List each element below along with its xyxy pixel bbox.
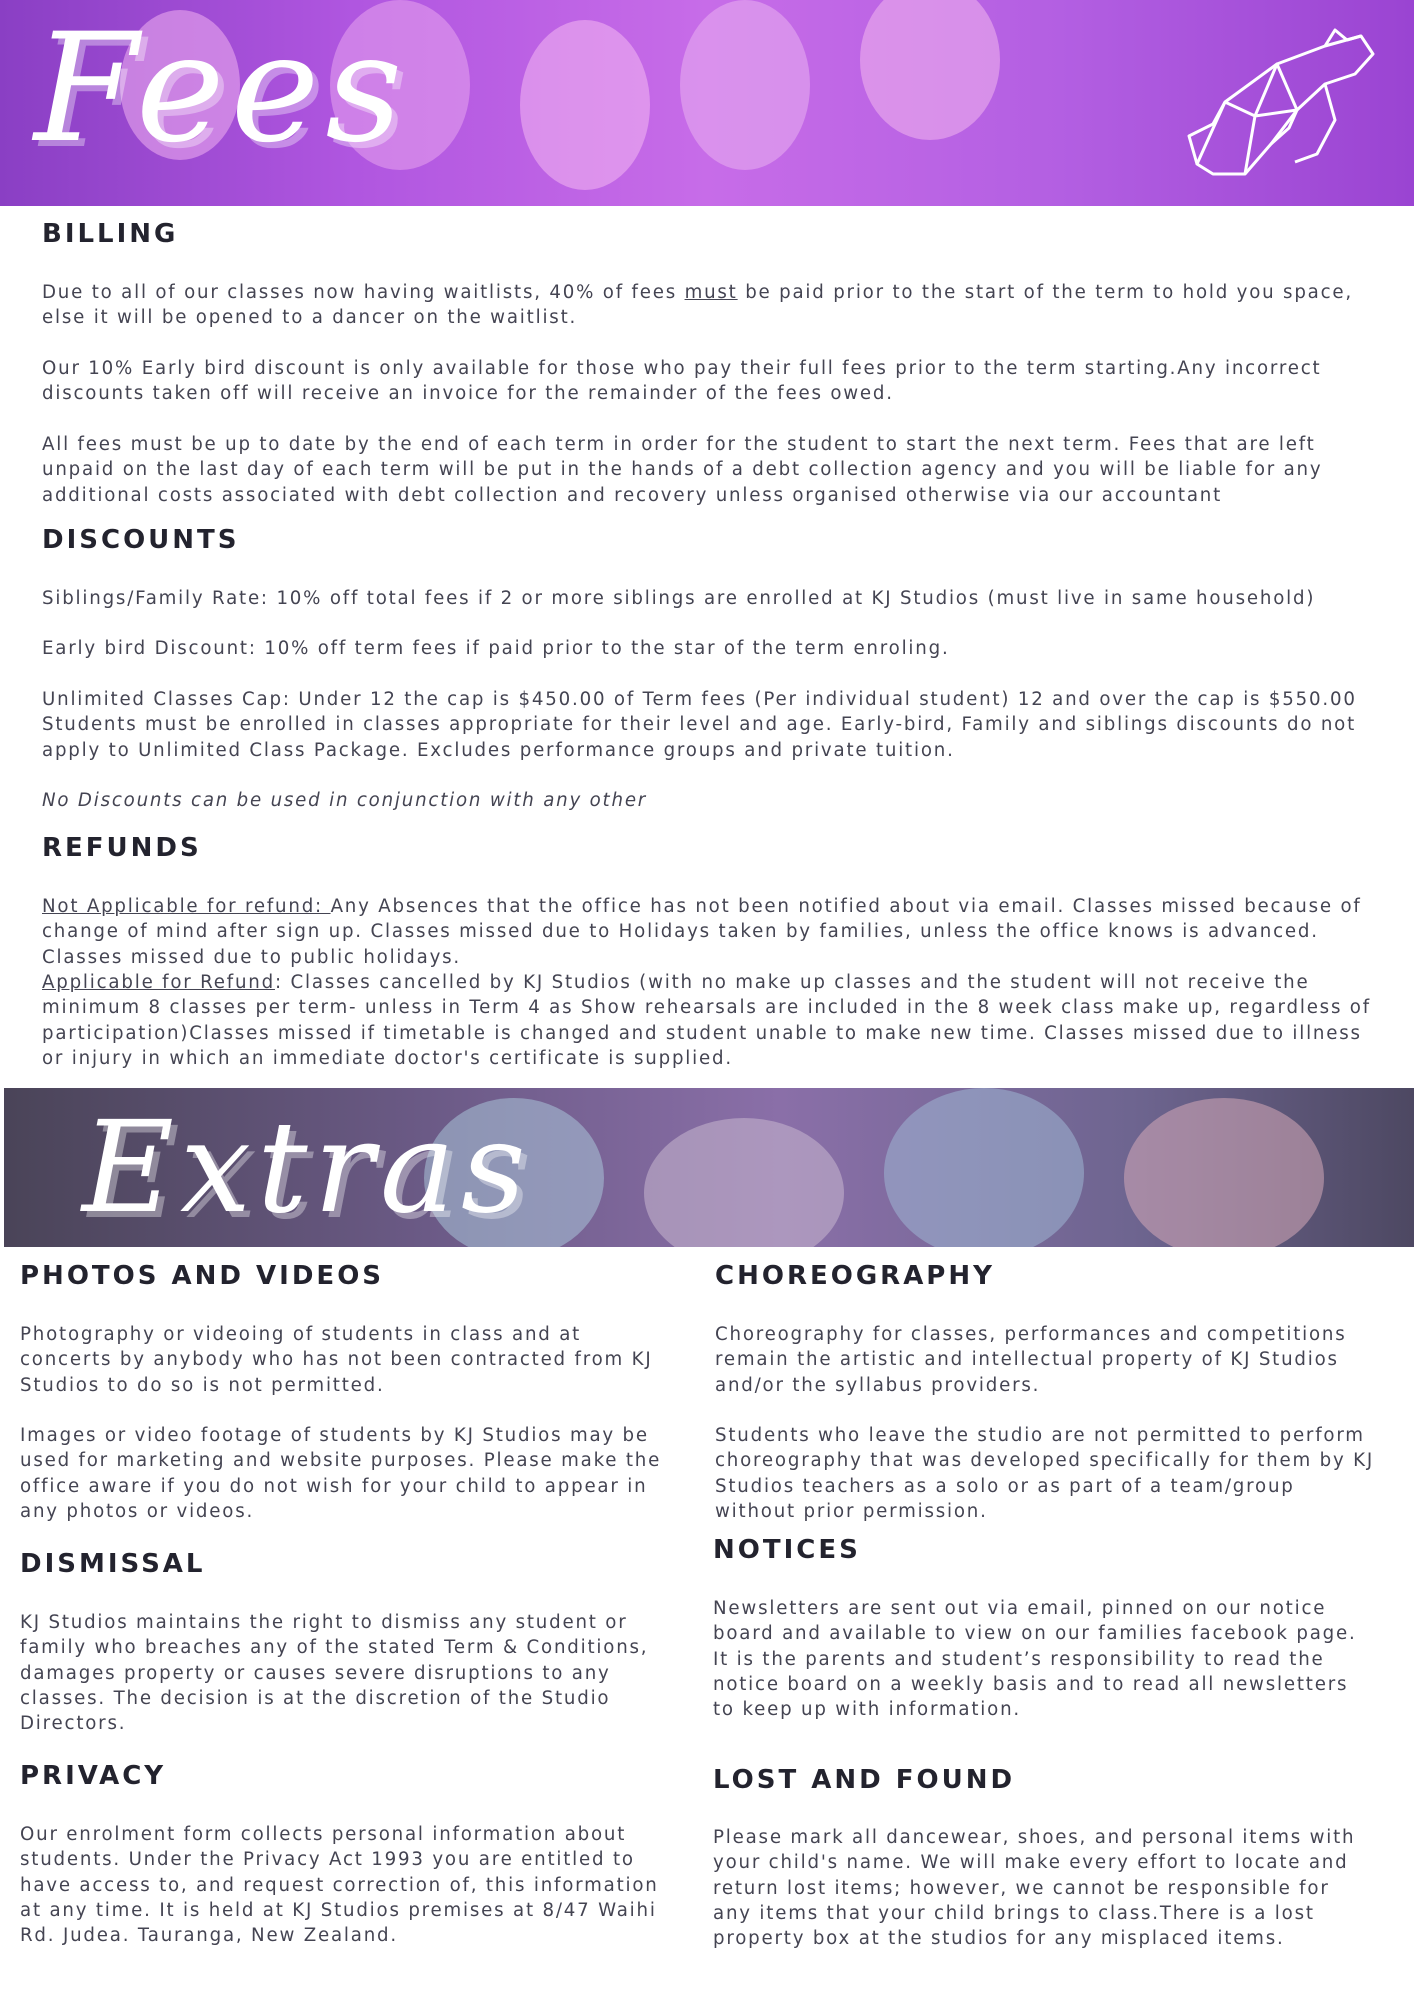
discounts-heading: DISCOUNTS	[42, 525, 240, 555]
privacy-paragraph-1: Our enrolment form collects personal information about students. Under the Privacy Act 1993 you are entitled to have access to, and request correction of, this information at any time. It is held at KJ Studios premises at 8/47 Waihi Rd. Judea. Tauranga, New Zealand.	[20, 1824, 659, 1947]
dismissal-paragraph-1: KJ Studios maintains the right to dismiss any student or family who breaches any of the stated Term & Conditions, damages property or causes severe disruptions to any classes. The decision is at the discretion of the Studio Directors.	[20, 1612, 649, 1735]
dancer-photo-shape	[860, 0, 1000, 140]
discounts-paragraph-3: Unlimited Classes Cap: Under 12 the cap is $450.00 of Term fees (Per individual student) 12 and over the cap is $550.00 Students must be enrolled in classes appropriate for their level and age. Early-bird, Family and siblings discounts do not apply to Unlimited Class Package. Excludes performance groups and private tuition.	[42, 689, 1357, 761]
refunds-applicable	[42, 970, 1387, 1071]
lost-found-paragraph-1: Please mark all dancewear, shoes, and personal items with your child's name. We will make every effort to locate and return lost items; however, we cannot be responsible for any items that your child brings to class.There is a lost property box at the studios for any misplaced items.	[713, 1827, 1356, 1950]
billing-paragraph-2: Our 10% Early bird discount is only available for those who pay their full fees prior to the term starting.Any incorrect discounts taken off will receive an invoice for the remainder of the fees owed.	[42, 358, 1322, 405]
dancer-photo-shape	[644, 1118, 844, 1247]
privacy-heading: PRIVACY	[20, 1761, 167, 1791]
choreography-paragraph-2: Students who leave the studio are not permitted to perform choreography that was developed specifically for them by KJ Studios teachers as a solo or as part of a team/group without prior permission.	[715, 1425, 1374, 1522]
choreography-paragraph-1: Choreography for classes, performances and competitions remain the artistic and intellectual property of KJ Studios and/or the syllabus providers.	[715, 1324, 1347, 1396]
not-applicable-label: Not Applicable for refund:	[42, 896, 331, 917]
photos-paragraph-2: Images or video footage of students by KJ Studios may be used for marketing and website purposes. Please make the office aware if you do not wish for your child to appear in any photos or videos.	[20, 1425, 662, 1522]
discounts-paragraph-4: No Discounts can be used in conjunction with any other	[42, 790, 648, 811]
photos-paragraph-1: Photography or videoing of students in class and at concerts by anybody who has not been contracted from KJ Studios to do so is not permitted.	[20, 1324, 653, 1396]
applicable-text: : Classes cancelled by KJ Studios (with no make up classes and the student will not receive the minimum 8 classes per term- unless in Term 4 as Show rehearsals are included in the 8 week class make up, regardless of participation)Classes missed if timetable is changed and student unable to make new time. Classes missed due to illness or injury in which an immediate doctor's certificate is supplied.	[42, 972, 1371, 1069]
refunds-not-applicable	[42, 894, 1387, 970]
extras-banner	[4, 1088, 1414, 1247]
fees-banner	[0, 0, 1414, 206]
discounts-paragraph-2: Early bird Discount: 10% off term fees if paid prior to the star of the term enroling.	[42, 638, 950, 659]
applicable-label: Applicable for Refund	[42, 972, 275, 993]
must-emphasis: must	[684, 282, 738, 303]
fox-logo-icon	[1185, 24, 1381, 180]
notices-paragraph-1: Newsletters are sent out via email, pinned on our notice board and available to view on our families facebook page. It is the parents and student’s responsibility to read the notice board on a weekly basis and to read all newsletters to keep up with information.	[713, 1598, 1357, 1721]
notices-heading: NOTICES	[713, 1535, 861, 1565]
billing-paragraph-3: All fees must be up to date by the end of each term in order for the student to start the next term. Fees that are left unpaid on the last day of each term will be put in the hands of a debt collection agency and you will be liable for any additional costs associated with debt collection and recovery unless organised otherwise via our accountant	[42, 434, 1323, 506]
fees-title: Fees	[34, 2, 409, 176]
billing-text: Due to all of our classes now having waitlists, 40% of fees	[42, 282, 685, 303]
discounts-paragraph-1: Siblings/Family Rate: 10% off total fees if 2 or more siblings are enrolled at KJ Studios (must live in same household)	[42, 588, 1316, 609]
refunds-heading: REFUNDS	[42, 833, 202, 863]
lost-found-heading: LOST AND FOUND	[713, 1765, 1016, 1795]
extras-title: Extras	[82, 1094, 532, 1241]
billing-paragraph-1	[42, 280, 1387, 331]
billing-heading: BILLING	[42, 219, 179, 249]
not-applicable-text: Any Absences that the office has not been notified about via email. Classes missed because of change of mind after sign up. Classes missed due to Holidays taken by families, unless the office knows is advanced. Classes missed due to public holidays.	[42, 896, 1362, 968]
dancer-photo-shape	[1124, 1098, 1324, 1247]
photos-heading: PHOTOS AND VIDEOS	[20, 1261, 385, 1291]
dismissal-heading: DISMISSAL	[20, 1549, 206, 1579]
choreography-heading: CHOREOGRAPHY	[715, 1261, 995, 1291]
billing-text: be paid prior to the start of the term to hold you space, else it will be opened to a dancer on the waitlist.	[42, 282, 1353, 329]
dancer-photo-shape	[680, 0, 810, 170]
dancer-photo-shape	[520, 20, 650, 190]
dancer-photo-shape	[884, 1088, 1084, 1247]
